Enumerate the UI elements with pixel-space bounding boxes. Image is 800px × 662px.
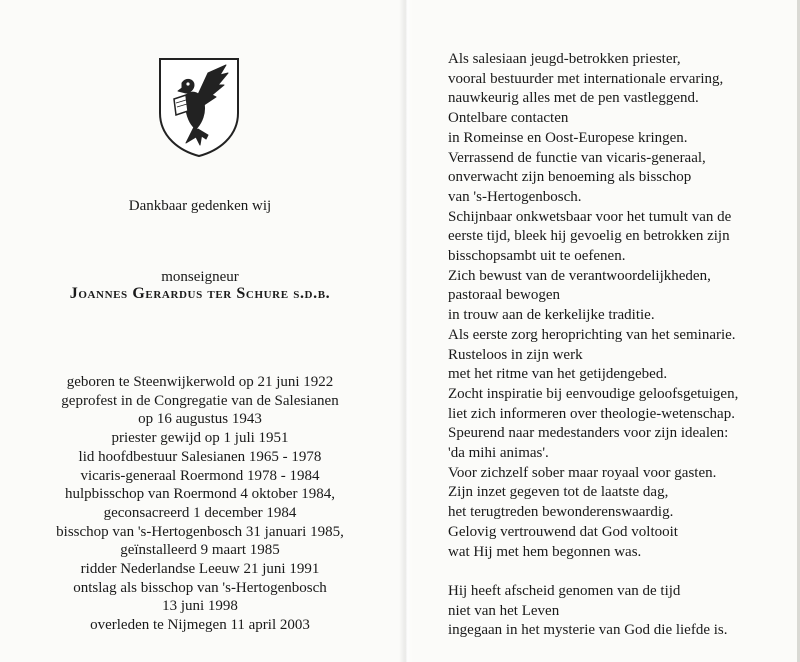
bio-line: geïnstalleerd 9 maart 1985 [120, 542, 280, 559]
tribute-line: Gelovig vertrouwend dat God voltooit [448, 523, 678, 540]
tribute-line: met het ritme van het getijdengebed. [448, 366, 668, 383]
tribute-line: Zijn inzet gegeven tot de laatste dag, [448, 484, 669, 501]
right-panel [420, 0, 800, 662]
coat-of-arms-icon [156, 55, 242, 159]
tribute-line: bisschopsambt uit te oefenen. [448, 248, 626, 265]
tribute-line: ingegaan in het mysterie van God die liefde is. [448, 622, 728, 639]
tribute-line: niet van het Leven [448, 602, 560, 619]
honorific-title: monseigneur [161, 269, 239, 285]
bio-line: vicaris-generaal Roermond 1978 - 1984 [80, 467, 320, 484]
tribute-line: 'da mihi animas'. [448, 445, 549, 462]
tribute-line: onverwacht zijn benoeming als bisschop [448, 169, 692, 186]
tribute-line: Hij heeft afscheid genomen van de tijd [448, 582, 681, 599]
biography [0, 373, 400, 635]
tribute-line: pastoraal bewogen [448, 287, 561, 304]
tribute-line: Voor zichzelf sober maar royaal voor gasten. [448, 464, 717, 481]
bio-line: hulpbisschop van Roermond 4 oktober 1984, [65, 486, 335, 503]
tribute-line: in trouw aan de kerkelijke traditie. [448, 307, 655, 324]
tribute-line: vooral bestuurder met internationale ervaring, [448, 70, 724, 87]
bio-line: bisschop van 's-Hertogenbosch 31 januari 1985, [56, 523, 344, 540]
tribute-line: Zich bewust van de verantwoordelijkheden, [448, 267, 711, 284]
bio-line: 13 juni 1998 [162, 598, 238, 615]
tribute-text [448, 50, 738, 641]
bio-line: lid hoofdbestuur Salesianen 1965 - 1978 [78, 448, 322, 465]
bio-line: ontslag als bisschop van 's-Hertogenbosch [73, 579, 327, 596]
bio-line: overleden te Nijmegen 11 april 2003 [90, 617, 310, 634]
tribute-line: Rusteloos in zijn werk [448, 346, 583, 363]
bio-line: ridder Nederlandse Leeuw 21 juni 1991 [80, 561, 320, 578]
tribute-line: liet zich informeren over theologie-wetenschap. [448, 405, 735, 422]
tribute-line [448, 562, 738, 582]
tribute-line: Zocht inspiratie bij eenvoudige geloofsgetuigen, [448, 385, 739, 402]
bio-line: geboren te Steenwijkerwold op 21 juni 1922 [66, 374, 334, 390]
tribute-line: Verrassend de functie van vicaris-generaal, [448, 149, 706, 166]
bio-line: op 16 augustus 1943 [138, 411, 262, 428]
remembrance-heading: Dankbaar gedenken wij [128, 198, 272, 214]
tribute-line: van 's-Hertogenbosch. [448, 188, 582, 205]
deceased-name: Joannes Gerardus ter Schure s.d.b. [69, 285, 331, 302]
bio-line: geprofest in de Congregatie van de Salesianen [61, 392, 339, 409]
tribute-line: nauwkeurig alles met de pen vastleggend. [448, 90, 699, 107]
tribute-line: Ontelbare contacten [448, 110, 569, 127]
tribute-line: het terugtreden bewonderenswaardig. [448, 504, 674, 521]
tribute-line: Schijnbaar onkwetsbaar voor het tumult van de [448, 208, 732, 225]
tribute-line: in Romeinse en Oost-Europese kringen. [448, 129, 688, 146]
tribute-line: wat Hij met hem begonnen was. [448, 543, 642, 560]
card-fold [399, 0, 413, 662]
bio-line: geconsacreerd 1 december 1984 [103, 504, 297, 521]
tribute-line: Als salesiaan jeugd-betrokken priester, [448, 51, 681, 67]
tribute-line: eerste tijd, bleek hij gevoelig en betrokken zijn [448, 228, 730, 245]
tribute-line: Speurend naar medestanders voor zijn idealen: [448, 425, 729, 442]
bio-line: priester gewijd op 1 juli 1951 [111, 430, 289, 447]
tribute-line: Als eerste zorg heroprichting van het seminarie. [448, 326, 736, 343]
